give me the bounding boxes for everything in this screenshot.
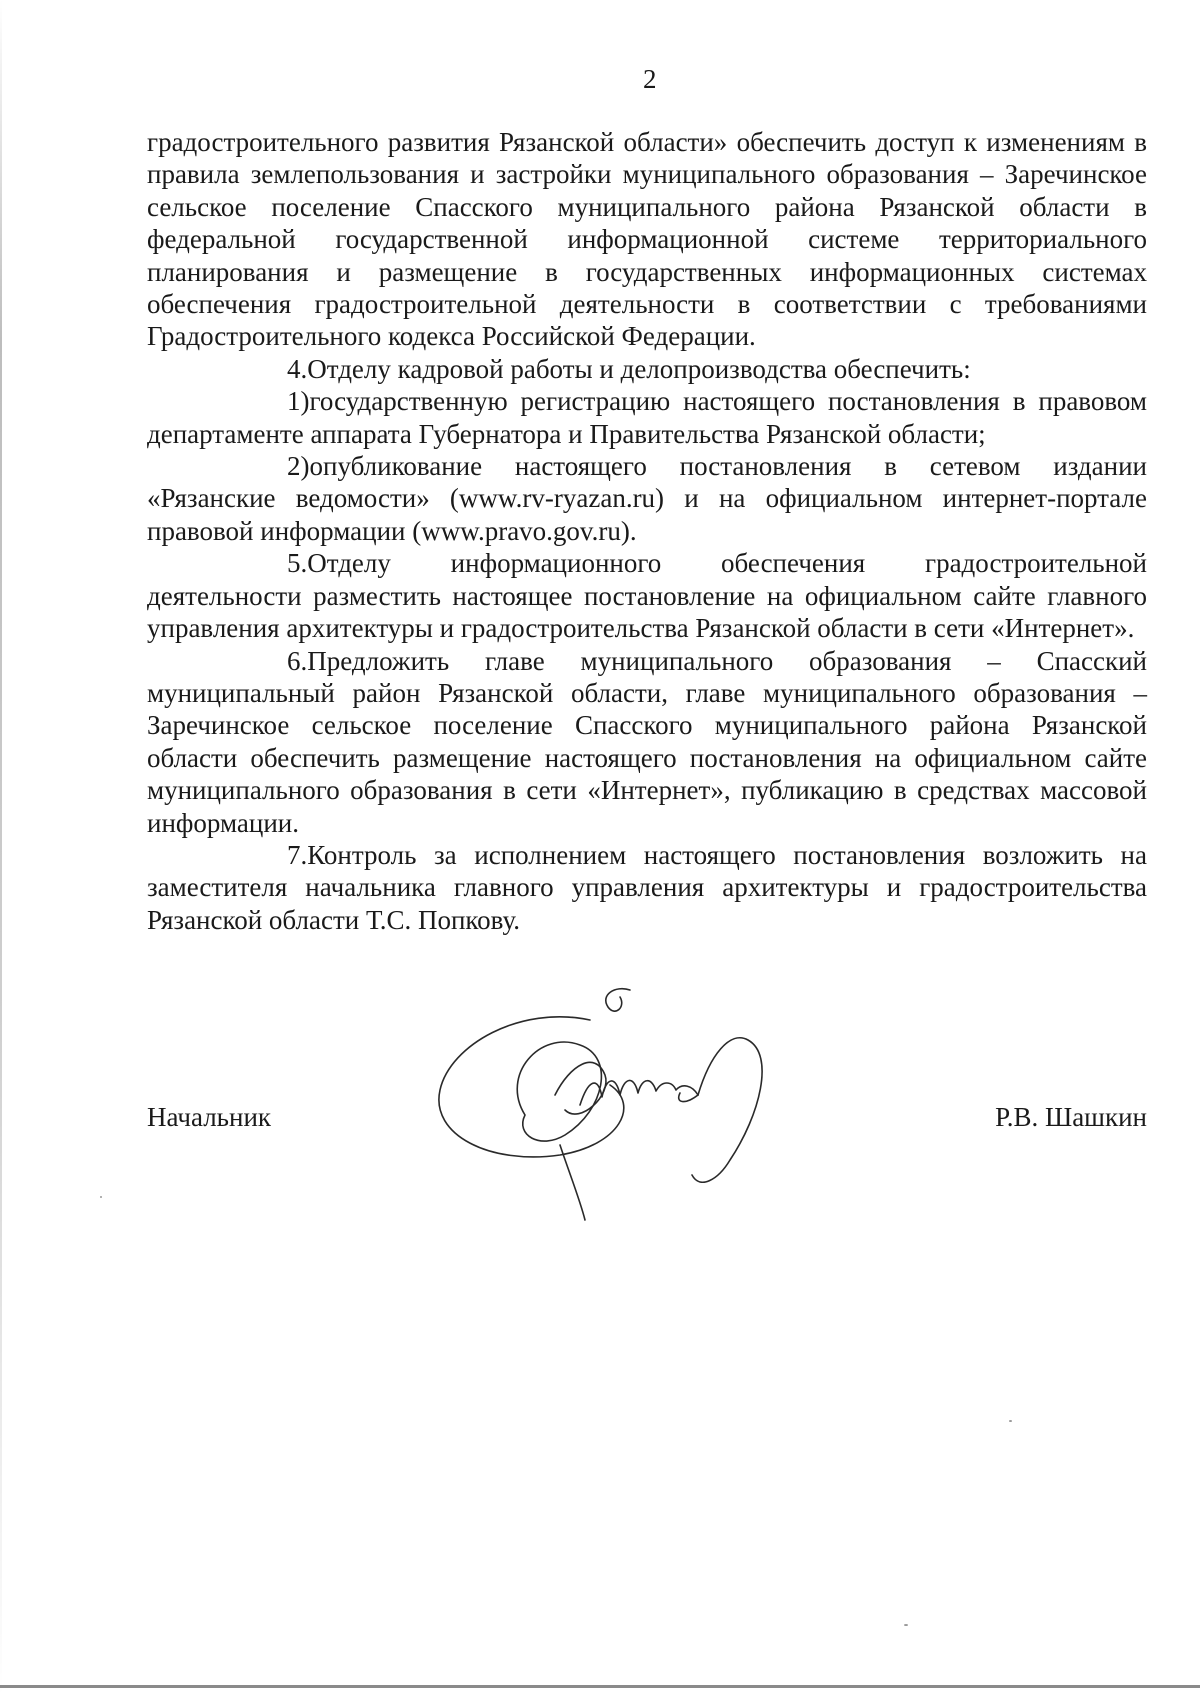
signatory-name: Р.В. Шашкин [995,1102,1147,1132]
paragraph-item-5 [147,547,1147,644]
signature-block [147,1102,1147,1142]
paragraph-text: Отделу информационного обеспечения градостроительной деятельности разместить настоящее постановление на официальном сайте главного управления архитектуры и градостроительства Рязанской области в сети «Интернет». [147,548,1147,644]
paragraph-item-6 [147,645,1147,839]
document-body [147,126,1147,936]
item-number: 6. [287,645,308,676]
paragraph-subitem-1 [147,385,1147,450]
paragraph-item-4 [147,353,1147,385]
paragraph-text: Контроль за исполнением настоящего постановления возложить на заместителя начальника главного управления архитектуры и градостроительства Рязанской области Т.С. Попкову. [147,839,1147,935]
paragraph-text: государственную регистрацию настоящего постановления в правовом департаменте аппарата Губернатора и Правительства Рязанской области; [147,386,1147,449]
paragraph-continuation [147,126,1147,353]
page-number: 2 [643,64,657,94]
item-number: 7. [287,839,308,870]
paragraph-text: Отделу кадровой работы и делопроизводства обеспечить: [307,353,971,384]
scan-edge-bottom [0,1685,1200,1688]
item-number: 2) [287,451,310,482]
item-number: 4. [287,353,308,384]
scan-speck [1009,1420,1012,1422]
paragraph-item-7 [147,839,1147,936]
scan-speck [100,1196,102,1198]
paragraph-subitem-2 [147,450,1147,547]
paragraph-text: опубликование настоящего постановления в сетевом издании «Рязанские ведомости» (www.rv-ryazan.ru) и на официальном интернет-портале правовой информации (www.pravo.gov.ru). [147,451,1147,546]
item-number: 5. [287,548,308,579]
item-number: 1) [287,386,310,417]
paragraph-text: Предложить главе муниципального образования – Спасский муниципальный район Рязанской области, главе муниципального образования – Заречинское сельское поселение Спасского муниципального района Рязанской области обеспечить размещение настоящего постановления на официальном сайте муниципального образования в сети «Интернет», публикацию в средствах массовой информации. [147,645,1147,838]
scan-edge-left [0,0,2,1697]
paragraph-text: градостроительного развития Рязанской области» обеспечить доступ к изменениям в правила землепользования и застройки муниципального образования – Заречинское сельское поселение Спасского муниципального района Рязанской области в федеральной государственной информационной системе территориального планирования и размещение в государственных информационных системах обеспечения градостроительной деятельности в соответствии с требованиями Градостроительного кодекса Российской Федерации. [147,127,1147,352]
signatory-position: Начальник [147,1102,272,1132]
scan-speck [904,1624,908,1626]
